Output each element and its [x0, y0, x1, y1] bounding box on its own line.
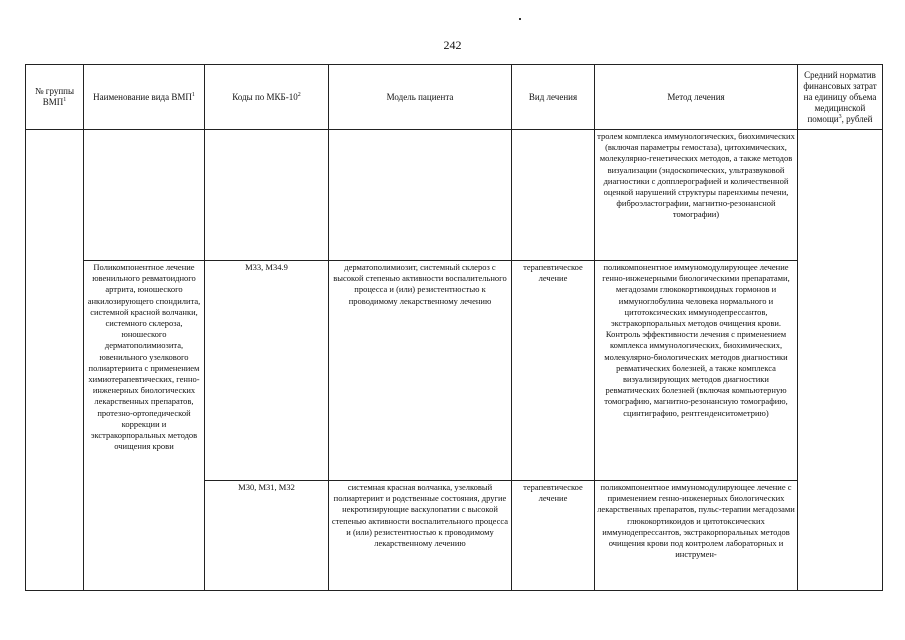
cont-method-cell: тролем комплекса иммунологических, биохимических (включая параметры гемостаза), цитохимических, молекулярно-генетических методов, а также методов визуализации (эндоскопических, ультразвуковой диагностики с допплерографией и количественной оценкой нарушений структуры паренхимы печени, фиброэластографии, магнитно-резонансной томографии)	[595, 130, 798, 261]
cont-name-cell	[84, 130, 205, 261]
header-row	[26, 65, 883, 130]
header-treatment: Вид лечения	[512, 65, 595, 130]
norm-cell	[798, 130, 883, 591]
header-model: Модель пациента	[329, 65, 512, 130]
cont-codes-cell	[205, 130, 329, 261]
table-row	[26, 261, 883, 481]
model-cell: дерматополимиозит, системный склероз с высокой степенью активности воспалительного процесса и (или) резистентностью к проводимому лекарственному лечению	[329, 261, 512, 481]
cont-model-cell	[329, 130, 512, 261]
cont-treatment-cell	[512, 130, 595, 261]
header-norm: Средний норматив финансовых затрат на единицу объема медицинской помощи$^3$, рублей	[798, 65, 883, 130]
method-cell: поликомпонентное иммуномодулирующее лечение генно-инженерными биологическими препаратами, мегадозами глюкокортикоидных гормонов и иммуноглобулина человека нормального и цитотоксических иммунодепрессантов, экстракорпоральных методов очищения крови. Контроль эффективности лечения с применением комплекса иммунологических, биохимических, молекулярно-биологических методов диагностики ревматических болезней, а также комплекса визуализирующих методов диагностики ревматических болезней (включая компьютерную томографию, магнитно-резонансную томографию, сцинтиграфию, рентгенденситометрию)	[595, 261, 798, 481]
method-cell: поликомпонентное иммуномодулирующее лечение с применением генно-инженерных биологических лекарственных препаратов, пульс-терапии мегадозами глюкокортикоидов и цитотоксических иммунодепрессантов, экстракорпоральных методов очищения крови под контролем лабораторных и инструмен-	[595, 481, 798, 591]
header-codes: Коды по МКБ-$10^2$	[205, 65, 329, 130]
scan-speck	[519, 18, 521, 20]
page-number: 242	[443, 38, 462, 52]
group-number-cell	[26, 130, 84, 591]
vmp-table	[25, 64, 883, 591]
header-group: № группы ВМП$^1$	[26, 65, 84, 130]
codes-cell: М33, М34.9	[205, 261, 329, 481]
header-name: Наименование вида ВМП$^1$	[84, 65, 205, 130]
codes-cell: М30, М31, М32	[205, 481, 329, 591]
header-method: Метод лечения	[595, 65, 798, 130]
treatment-cell: терапевтическое лечение	[512, 481, 595, 591]
continuation-row	[26, 130, 883, 261]
treatment-cell: терапевтическое лечение	[512, 261, 595, 481]
group-name-cell: Поликомпонентное лечение ювенильного ревматоидного артрита, юношеского анкилозирующего спондилита, системной красной волчанки, системного склероза, юношеского дерматополимиозита, ювенильного узелкового полиартериита с применением химиотерапевтических, генно-инженерных биологических лекарственных препаратов, протезно-ортопедической коррекции и экстракорпоральных методов очищения крови	[84, 261, 205, 591]
model-cell: системная красная волчанка, узелковый полиартериит и родственные состояния, другие некротизирующие васкулопатии с высокой степенью активности воспалительного процесса и (или) резистентностью к проводимому лекарственному лечению	[329, 481, 512, 591]
